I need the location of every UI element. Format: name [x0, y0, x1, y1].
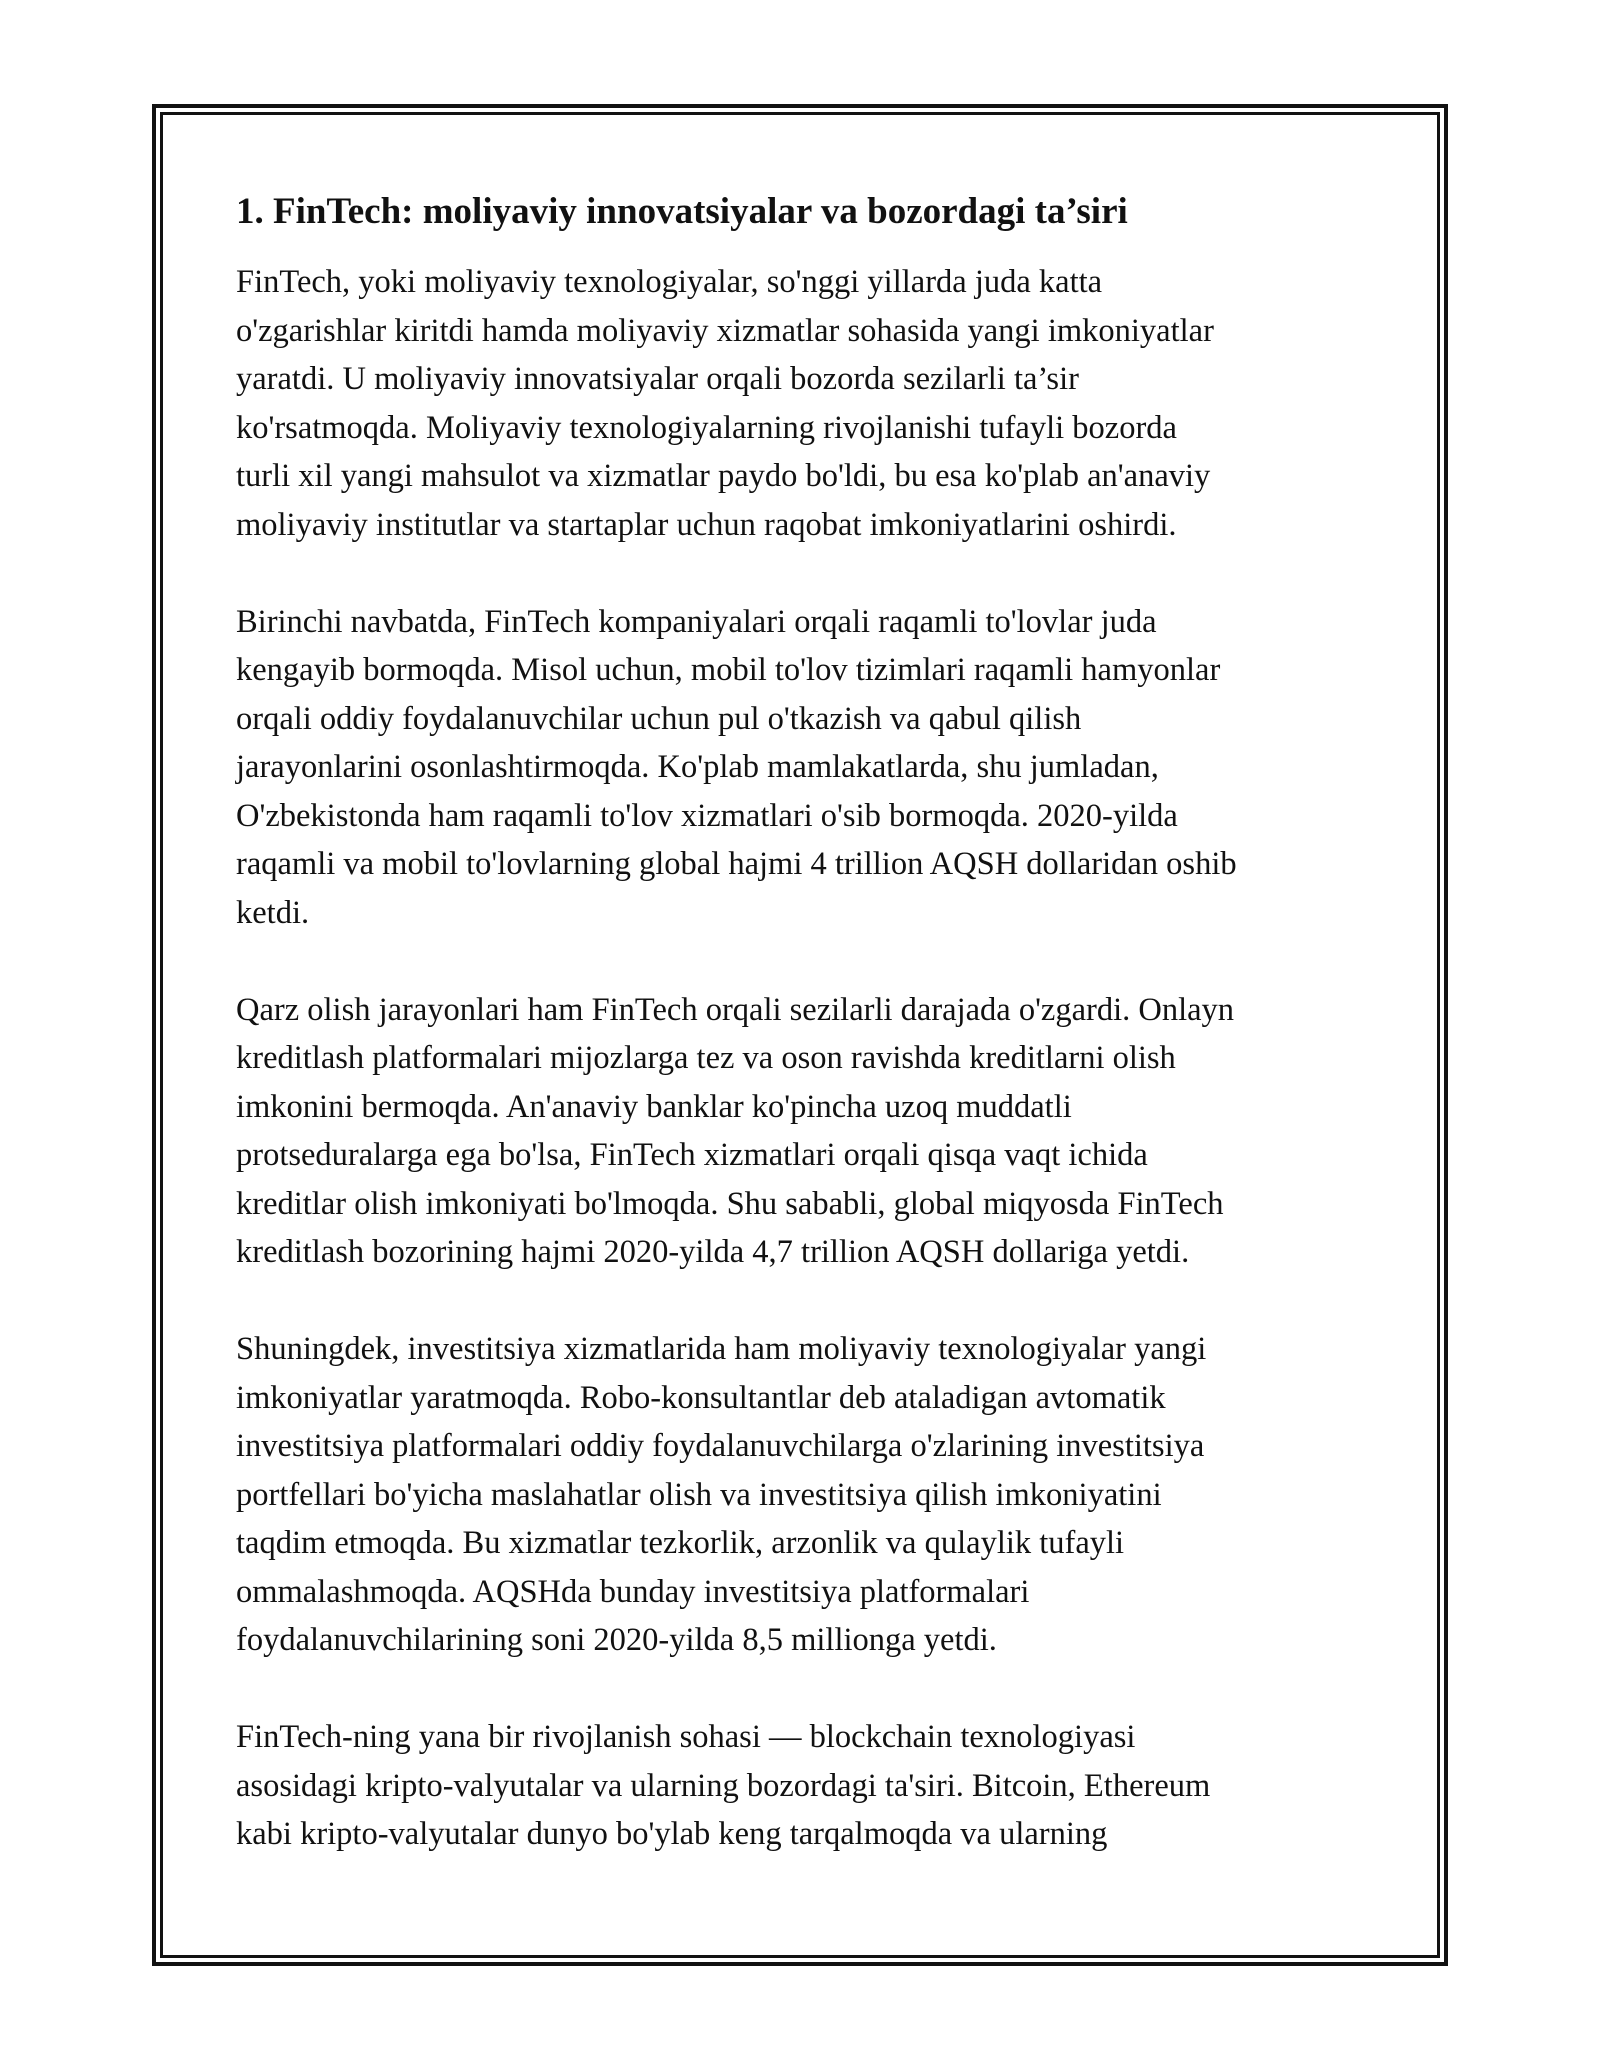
- text-line: protseduralarga ega bo'lsa, FinTech xizmatlari orqali qisqa vaqt ichida: [236, 1137, 1148, 1173]
- text-line: Qarz olish jarayonlari ham FinTech orqali sezilarli darajada o'zgardi. Onlayn: [236, 991, 1235, 1028]
- text-line: kengayib bormoqda. Misol uchun, mobil to'lov tizimlari raqamli hamyonlar: [236, 652, 1221, 688]
- text-line: imkoniyatlar yaratmoqda. Robo-konsultantlar deb ataladigan avtomatik: [236, 1379, 1166, 1416]
- text-line: ommalashmoqda. AQSHda bunday investitsiya platformalari: [236, 1573, 1030, 1610]
- text-line: o'zgarishlar kiritdi hamda moliyaviy xizmatlar sohasida yangi imkoniyatlar: [236, 312, 1214, 349]
- text-line: taqdim etmoqda. Bu xizmatlar tezkorlik, arzonlik va qulaylik tufayli: [236, 1525, 1125, 1561]
- text-line: orqali oddiy foydalanuvchilar uchun pul o'tkazish va qabul qilish: [236, 700, 1082, 737]
- text-line: portfellari bo'yicha maslahatlar olish va investitsiya qilish imkoniyatini: [236, 1476, 1162, 1513]
- text-line: ketdi.: [236, 894, 310, 931]
- text-line: jarayonlarini osonlashtirmoqda. Ko'plab mamlakatlarda, shu jumladan,: [236, 749, 1159, 785]
- text-line: foydalanuvchilarining soni 2020-yilda 8,5 millionga yetdi.: [236, 1622, 997, 1658]
- paragraph-3: [236, 986, 1372, 1277]
- text-line: FinTech, yoki moliyaviy texnologiyalar, so'nggi yillarda juda katta: [236, 264, 1103, 300]
- text-line: FinTech-ning yana bir rivojlanish sohasi — blockchain texnologiyasi: [236, 1719, 1136, 1755]
- text-line: imkonini bermoqda. An'anaviy banklar ko'pincha uzoq muddatli: [236, 1088, 1072, 1125]
- paragraph-1: [236, 258, 1372, 549]
- text-line: investitsiya platformalari oddiy foydalanuvchilarga o'zlarining investitsiya: [236, 1428, 1205, 1464]
- section-heading: 1. FinTech: moliyaviy innovatsiyalar va bozordagi ta’siri: [236, 191, 1128, 232]
- paragraph-4: [236, 1325, 1372, 1665]
- text-line: ko'rsatmoqda. Moliyaviy texnologiyalarning rivojlanishi tufayli bozorda: [236, 409, 1177, 446]
- text-line: kabi kripto-valyutalar dunyo bo'ylab keng tarqalmoqda va ularning: [236, 1816, 1108, 1852]
- text-line: kreditlar olish imkoniyati bo'lmoqda. Shu sababli, global miqyosda FinTech: [236, 1185, 1224, 1222]
- document-body: [236, 188, 1372, 1907]
- text-line: Shuningdek, investitsiya xizmatlarida ham moliyaviy texnologiyalar yangi: [236, 1331, 1207, 1367]
- text-line: moliyaviy institutlar va startaplar uchun raqobat imkoniyatlarini oshirdi.: [236, 506, 1177, 543]
- text-line: Birinchi navbatda, FinTech kompaniyalari orqali raqamli to'lovlar juda: [236, 603, 1157, 640]
- text-line: kreditlash platformalari mijozlarga tez va oson ravishda kreditlarni olish: [236, 1040, 1176, 1076]
- text-line: yaratdi. U moliyaviy innovatsiyalar orqali bozorda sezilarli ta’sir: [236, 361, 1079, 397]
- text-line: turli xil yangi mahsulot va xizmatlar paydo bo'ldi, bu esa ko'plab an'anaviy: [236, 458, 1211, 494]
- text-line: raqamli va mobil to'lovlarning global hajmi 4 trillion AQSH dollaridan oshib: [236, 846, 1237, 882]
- text-line: O'zbekistonda ham raqamli to'lov xizmatlari o'sib bormoqda. 2020-yilda: [236, 797, 1178, 834]
- text-line: asosidagi kripto-valyutalar va ularning bozordagi ta'siri. Bitcoin, Ethereum: [236, 1767, 1211, 1804]
- text-line: kreditlash bozorining hajmi 2020-yilda 4,7 trillion AQSH dollariga yetdi.: [236, 1234, 1190, 1270]
- paragraph-2: [236, 598, 1372, 938]
- paragraph-5: [236, 1713, 1372, 1859]
